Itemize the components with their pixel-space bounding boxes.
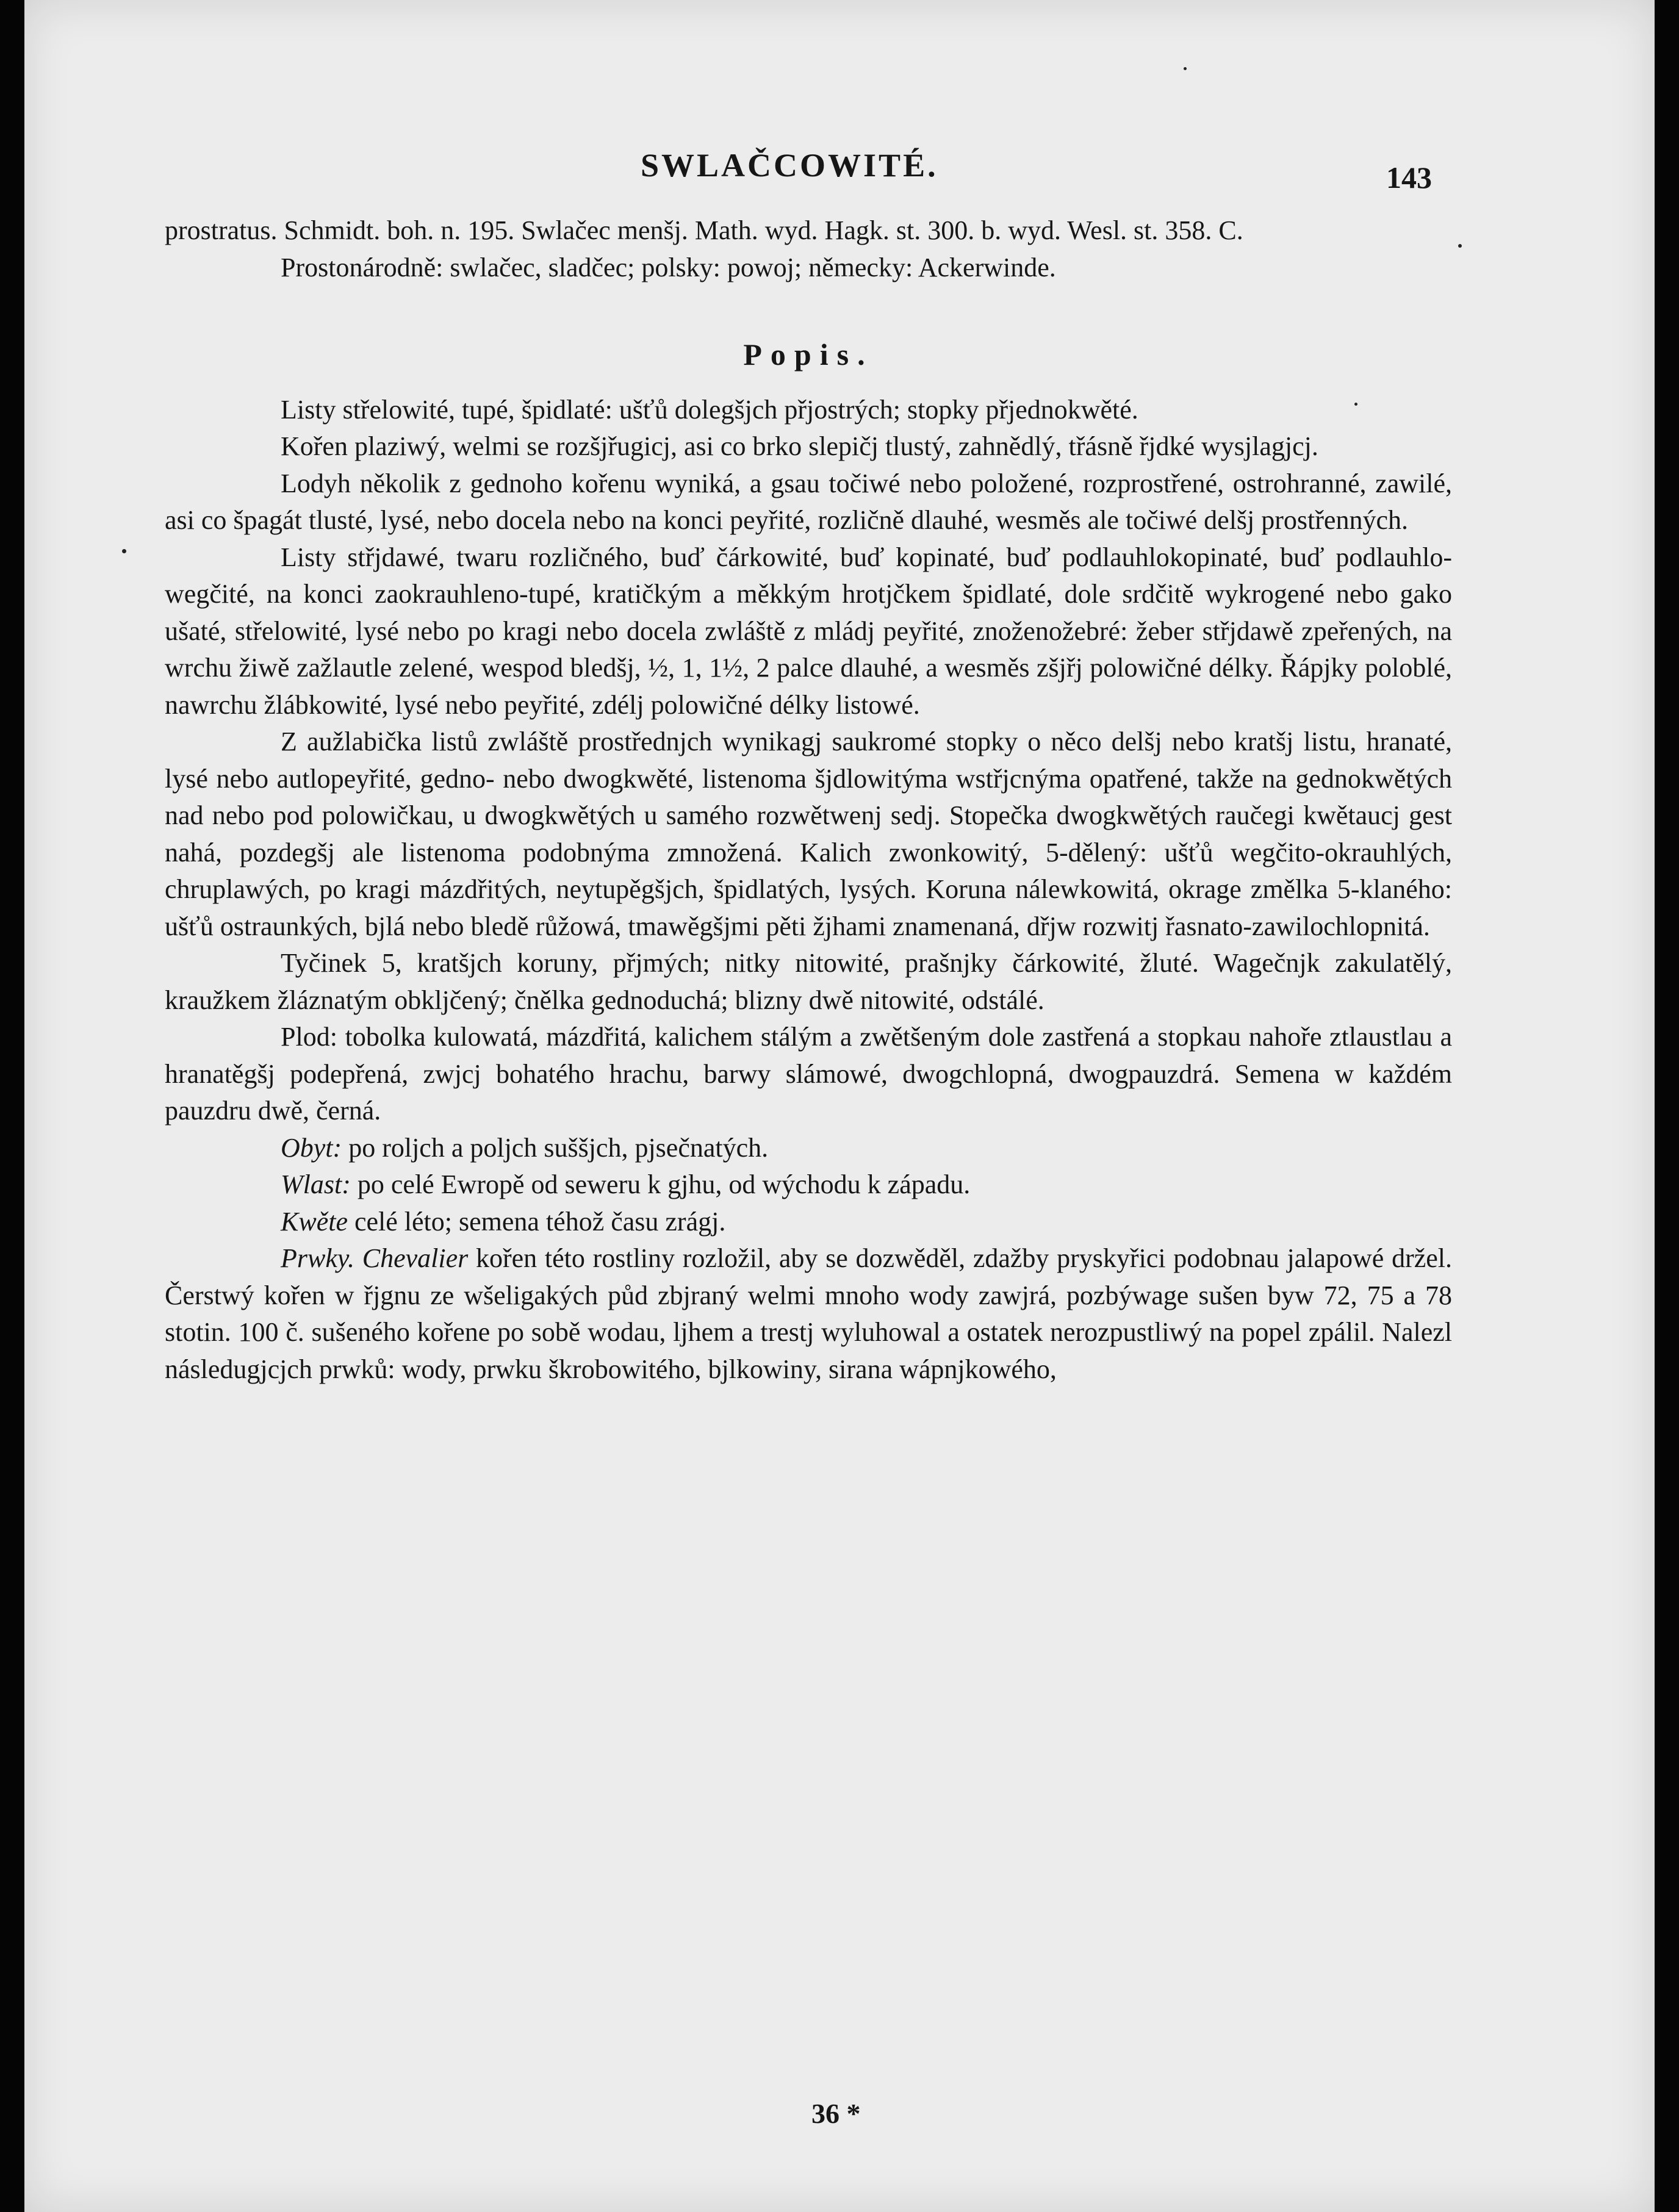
elements-label: Prwky. — [281, 1243, 354, 1273]
page-header — [24, 146, 1655, 195]
paragraph-flowers: Z aužlabička listů zwláště prostřednjch wynikagj saukromé stopky o něco delšj nebo kratšj listu, hranaté, lysé nebo autlopeyřité, gedno- nebo dwogkwěté, listenoma šjdlowitýma wstřjcnýma opatřené, takže na gednokwětých nad nebo pod polowičkau, u dwogkwětých u samého rozwětwenj sedj. Stopečka dwogkwětých raučegi kwětaucj gest nahá, pozdegšj ale listenoma podobnýma zmnožená. Kalich zwonkowitý, 5-dělený: ušťů wegčito-okrauhlých, chruplawých, po kragi mázdřitých, neytupěgšjch, špidlatých, lysých. Koruna nálewkowitá, okrage změlka 5-klaného: ušťů ostraunkých, bjlá nebo bledě růžowá, tmawěgšjmi pěti žjhami znamenaná, dřjw rozwitj řasnato-zawilochlopnitá. — [165, 727, 1452, 941]
paragraph-distribution — [165, 1166, 1452, 1204]
paragraph-leaves-summary: Listy střelowité, tupé, špidlaté: ušťů dolegšjch přjostrých; stopky přjednokwěté. — [281, 394, 1138, 425]
scan-speck — [122, 549, 126, 553]
flowering-text: celé léto; semena téhož času zrágj. — [354, 1206, 726, 1237]
intro-citation: prostratus. Schmidt. boh. n. 195. Swlačec menšj. Math. wyd. Hagk. st. 300. b. wyd. Wesl. st. 358. C. — [165, 215, 1243, 245]
habitat-label: Obyt: — [281, 1132, 342, 1163]
paragraph-root: Kořen plaziwý, welmi se rozšjřugicj, asi co brko slepičj tlustý, zahnědlý, třásně řjdké wysjlagjcj. — [281, 431, 1318, 461]
vernacular-names: Prostonárodně: swlačec, sladčec; polsky: powoj; německy: Ackerwinde. — [281, 252, 1056, 282]
paragraph-habitat — [165, 1130, 1452, 1167]
paragraph-flowering — [165, 1204, 1452, 1241]
author-name: Chevalier — [362, 1243, 469, 1273]
flowering-label: Kwěte — [281, 1206, 348, 1237]
paragraph-fruit: Plod: tobolka kulowatá, mázdřitá, kalichem stálým a zwětšeným dole zastřená a stopkau nahoře ztlaustlau a hranatěgšj podepřená, zwjcj bohatého hrachu, barwy slámowé, dwogchlopná, dwogpauzdrá. Semena w každém pauzdru dwě, černá. — [165, 1022, 1452, 1126]
distribution-text: po celé Ewropě od seweru k gjhu, od wýchodu k západu. — [357, 1169, 971, 1199]
section-heading-popis: Popis. — [743, 337, 874, 372]
paragraph-stamens: Tyčinek 5, kratšjch koruny, přjmých; nitky nitowité, prašnjky čárkowité, žluté. Wagečnjk zakulatělý, kraužkem žláznatým obkljčený; čnělka gednoduchá; blizny dwě nitowité, odstálé. — [165, 948, 1452, 1015]
signature-mark: 36 * — [811, 2098, 861, 2129]
habitat-text: po roljch a poljch suššjch, pjsečnatých. — [348, 1132, 769, 1163]
paragraph-elements — [165, 1240, 1452, 1388]
running-title: SWLAČCOWITÉ. — [641, 147, 938, 184]
distribution-label: Wlast: — [281, 1169, 351, 1199]
scan-speck — [1184, 67, 1187, 70]
scan-speck — [1354, 403, 1357, 406]
elements-text: kořen této rostliny rozložil, aby se dozwěděl, zdažby pryskyřici podobnau jalapowé držel. Čerstwý kořen w řjgnu ze wšeligakých půd zbjraný welmi mnoho wody zawjrá, pozbýwage sušen byw 72, 75 a 78 stotin. 100 č. sušeného kořene po sobě wodau, ljhem a trestj wyluhowal a ostatek nerozpustliwý na popel zpálil. Nalezl následugjcjch prwků: wody, prwku škrobowitého, bjlkowiny, sirana wápnjkowého, — [165, 1243, 1453, 1384]
paragraph-leaves: Listy střjdawé, twaru rozličného, buď čárkowité, buď kopinaté, buď podlauhlokopinaté, buď podlauhlo-wegčité, na konci zaokrauhleno-tupé, kratičkým a měkkým hrotjčkem špidlaté, dole srdčitě wykrogené nebo gako ušaté, střelowité, lysé nebo po kragi nebo docela zwláště z mládj peyřité, znoženožebré: žeber střjdawě zpeřených, na wrchu žiwě zažlautle zelené, wespod bledšj, ½, 1, 1½, 2 palce dlauhé, a wesměs zšjřj polowičné délky. Řápjky poloblé, nawrchu žlábkowité, lysé nebo peyřité, zdélj polowičné délky listowé. — [165, 542, 1452, 720]
paragraph-stems: Lodyh několik z gednoho kořenu wyniká, a gsau točiwé nebo položené, rozprostřené, ostrohranné, zawilé, asi co špagát tlusté, lysé, nebo docela nebo na konci peyřité, rozličně dlauhé, wesměs ale točiwé delšj prostřenných. — [165, 468, 1452, 535]
text-block — [165, 212, 1452, 1388]
page-number: 143 — [1386, 160, 1432, 195]
page — [24, 0, 1655, 2212]
scan-speck — [1458, 244, 1462, 248]
